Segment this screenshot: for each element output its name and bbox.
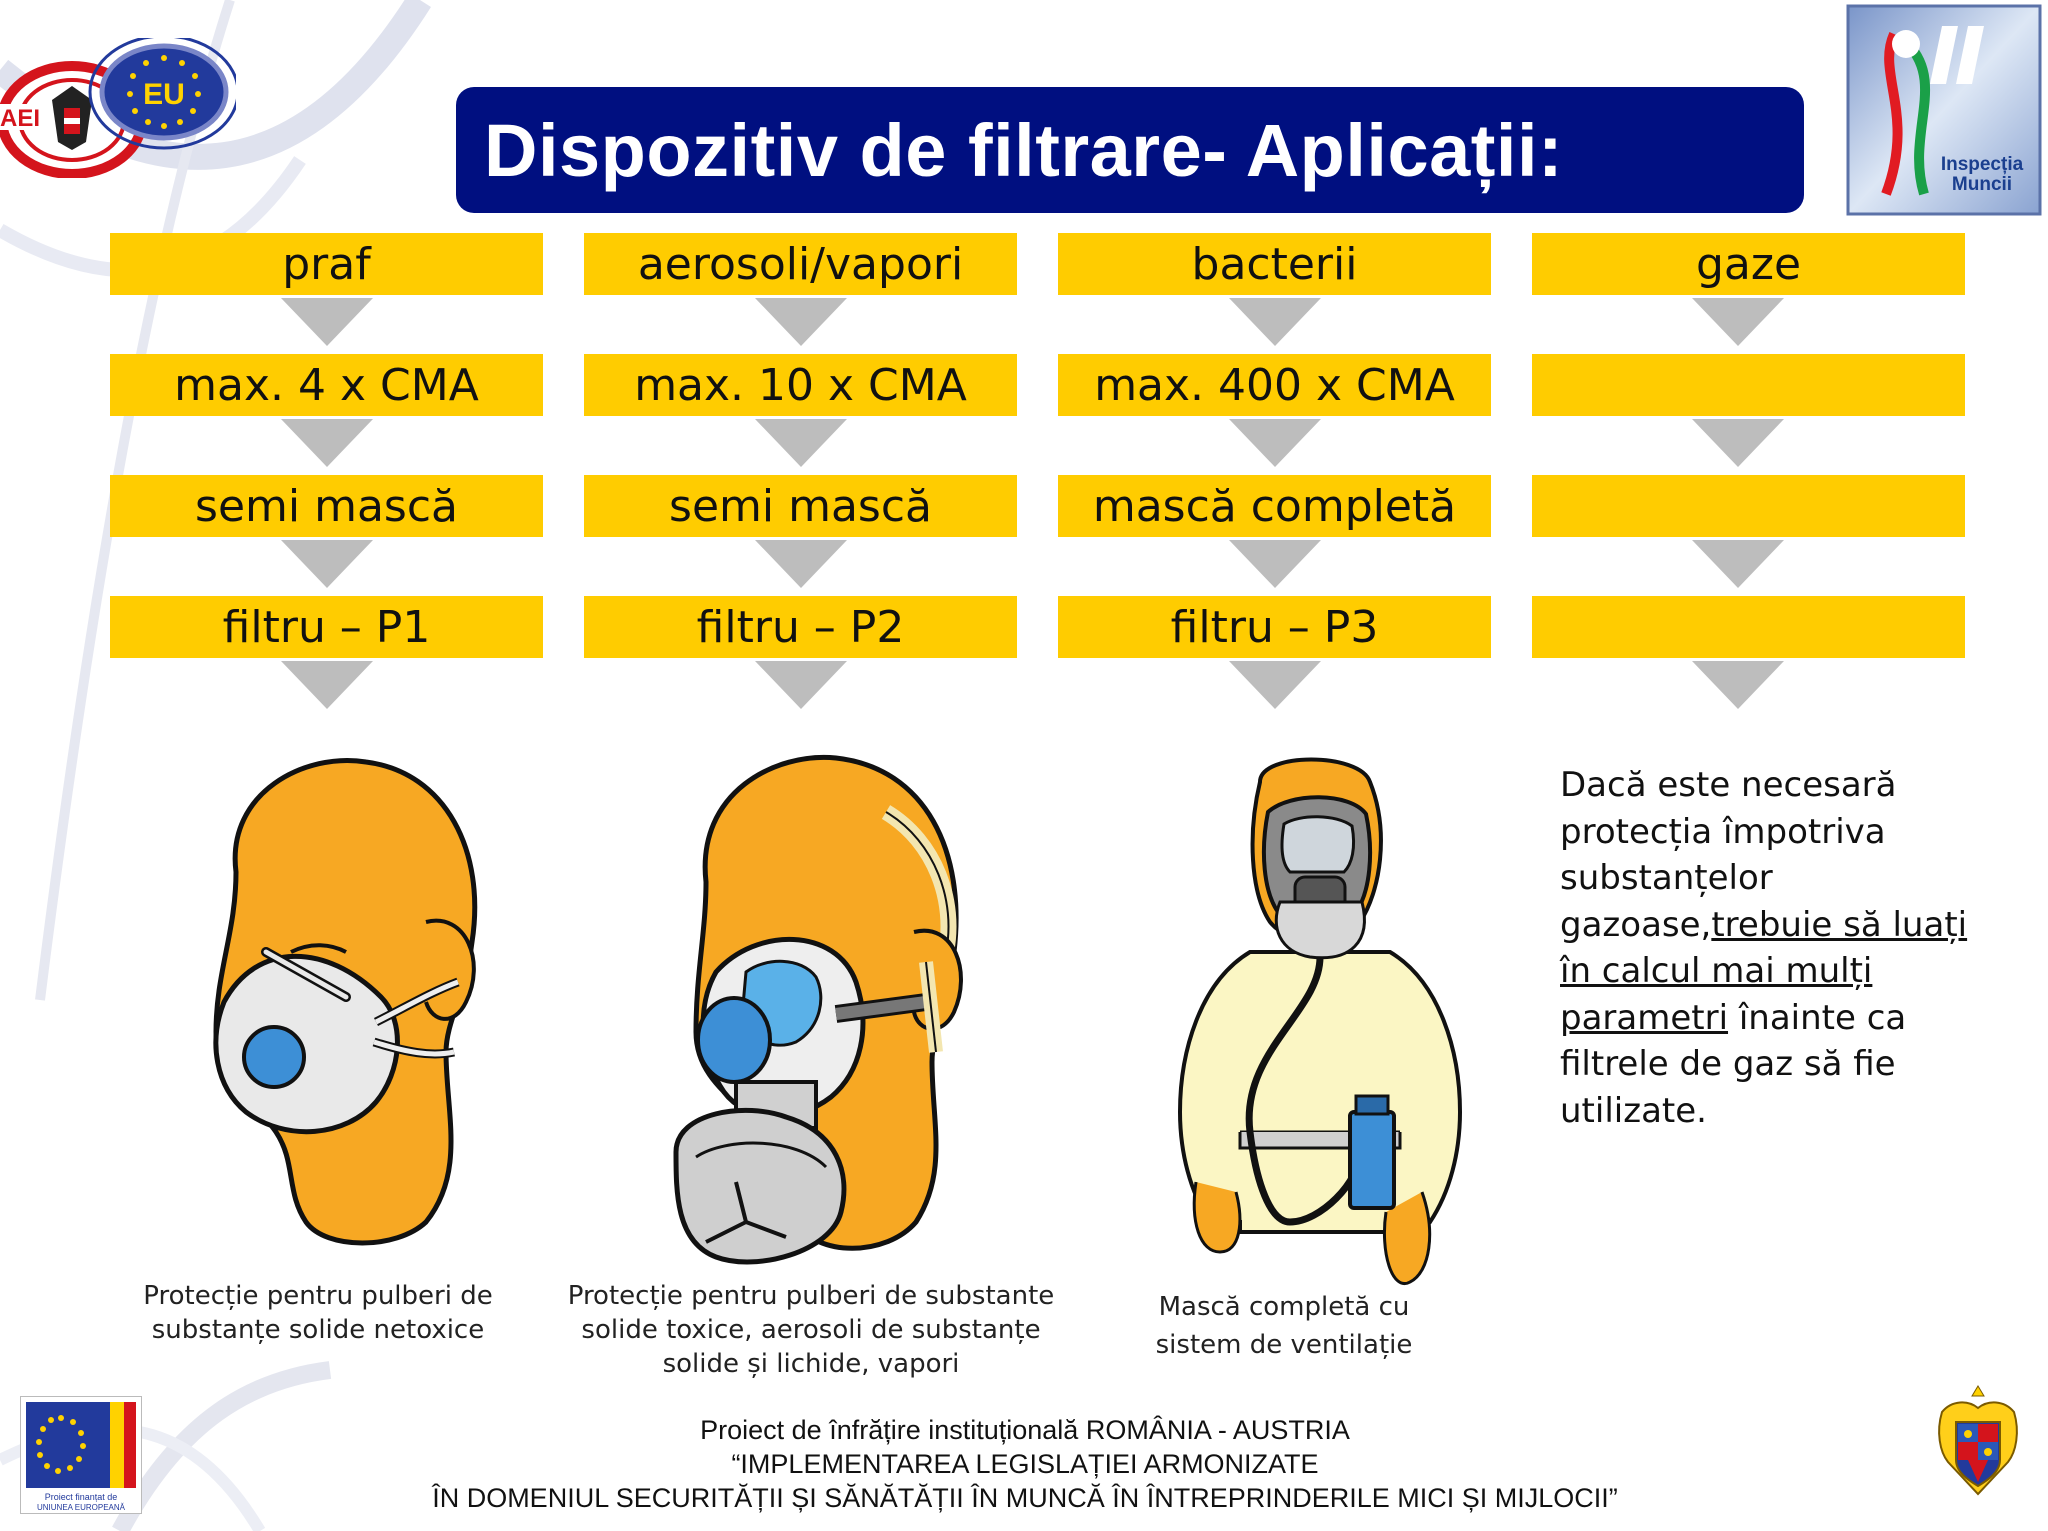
romania-coat-of-arms-icon <box>1932 1382 2024 1502</box>
gas-note-underlined: trebuie să luați în calcul mai mulți parametri <box>1560 904 1968 1038</box>
factor-label: max. 10 x CMA <box>634 359 967 411</box>
caption-praf-line2: substanțe solide netoxice <box>151 1315 485 1345</box>
down-arrow-icon <box>1229 661 1321 709</box>
caption-aerosoli-line1: Protecție pentru pulberi de substante <box>567 1281 1055 1311</box>
mask-label: semi mască <box>669 480 932 532</box>
aei-eu-logo <box>0 38 236 178</box>
column-bacterii-filter <box>1058 596 1491 658</box>
down-arrow-icon <box>755 298 847 346</box>
footer-line1: Proiect de înfrățire instituțională ROMÂNIA - AUSTRIA <box>700 1415 1350 1445</box>
inspectia-logo-line1: Inspecția <box>1940 154 2024 175</box>
column-aerosoli-filter <box>584 596 1017 658</box>
column-bacterii-mask <box>1058 475 1491 537</box>
column-bacterii-header <box>1058 233 1491 295</box>
mask-label: mască completă <box>1092 480 1457 532</box>
eu-logo-text: EU <box>143 78 185 111</box>
filter-label: filtru – P1 <box>222 601 431 653</box>
footer <box>320 1413 1730 1515</box>
down-arrow-icon <box>281 540 373 588</box>
caption-aerosoli <box>566 1279 1056 1381</box>
down-arrow-icon <box>1229 419 1321 467</box>
caption-praf-line1: Protecție pentru pulberi de <box>143 1281 493 1311</box>
down-arrow-icon <box>755 419 847 467</box>
column-bacterii-name: bacterii <box>1191 238 1358 290</box>
column-gaze-name: gaze <box>1695 238 1802 290</box>
column-gaze-mask <box>1532 475 1965 537</box>
full-mask-ventilation-illustration <box>1160 752 1480 1292</box>
column-praf-header <box>110 233 543 295</box>
column-aerosoli-header <box>584 233 1017 295</box>
column-praf-mask <box>110 475 543 537</box>
title-bar <box>456 87 1804 213</box>
down-arrow-icon <box>1692 661 1784 709</box>
inspectia-logo-line2: Muncii <box>1951 174 2013 195</box>
caption-aerosoli-line3: solide și lichide, vapori <box>662 1349 960 1379</box>
column-gaze-header <box>1532 233 1965 295</box>
down-arrow-icon <box>281 298 373 346</box>
caption-bacterii-line2: sistem de ventilație <box>1155 1330 1413 1360</box>
gas-note-text-end: înainte ca filtrele de gaz să fie utilizate. <box>1560 997 1907 1131</box>
down-arrow-icon <box>1692 540 1784 588</box>
down-arrow-icon <box>281 419 373 467</box>
column-praf-name: praf <box>282 238 371 290</box>
column-bacterii-factor <box>1058 354 1491 416</box>
filter-label: filtru – P3 <box>1170 601 1379 653</box>
column-praf-factor <box>110 354 543 416</box>
down-arrow-icon <box>1692 419 1784 467</box>
column-praf-filter <box>110 596 543 658</box>
down-arrow-icon <box>755 540 847 588</box>
footer-line2: “IMPLEMENTAREA LEGISLAȚIEI ARMONIZATE <box>731 1449 1319 1479</box>
page-title: Dispozitiv de filtrare- Aplicații: <box>484 108 1564 192</box>
filter-label: filtru – P2 <box>696 601 905 653</box>
down-arrow-icon <box>281 661 373 709</box>
down-arrow-icon <box>1692 298 1784 346</box>
down-arrow-icon <box>1229 298 1321 346</box>
eu-funding-line2: UNIUNEA EUROPEANĂ <box>36 1503 126 1512</box>
inspectia-muncii-logo <box>1846 4 2042 216</box>
caption-praf <box>118 1279 518 1347</box>
caption-bacterii <box>1124 1288 1444 1364</box>
gas-note <box>1560 762 2000 1134</box>
footer-line3: ÎN DOMENIUL SECURITĂȚII ȘI SĂNĂTĂȚII ÎN MUNCĂ ÎN ÎNTREPRINDERILE MICI ȘI MIJLOCII” <box>432 1483 1618 1513</box>
caption-bacterii-line1: Mască completă cu <box>1158 1292 1410 1322</box>
factor-label: max. 4 x CMA <box>174 359 479 411</box>
down-arrow-icon <box>755 661 847 709</box>
caption-aerosoli-line2: solide toxice, aerosoli de substanțe <box>581 1315 1041 1345</box>
cartridge-mask-head-illustration <box>636 752 976 1272</box>
factor-label: max. 400 x CMA <box>1094 359 1455 411</box>
eu-funding-line1: Proiect finanțat de <box>44 1492 118 1502</box>
dust-mask-head-illustration <box>196 752 486 1252</box>
down-arrow-icon <box>1229 540 1321 588</box>
column-aerosoli-factor <box>584 354 1017 416</box>
mask-label: semi mască <box>195 480 458 532</box>
eu-funding-logo <box>20 1396 142 1514</box>
column-aerosoli-name: aerosoli/vapori <box>637 238 964 290</box>
column-gaze-filter <box>1532 596 1965 658</box>
column-gaze-factor <box>1532 354 1965 416</box>
column-aerosoli-mask <box>584 475 1017 537</box>
aei-logo-text: AEI <box>0 105 41 132</box>
gas-note-text: Dacă este necesară protecția împotriva substanțelor gazoase, <box>1560 765 1897 945</box>
